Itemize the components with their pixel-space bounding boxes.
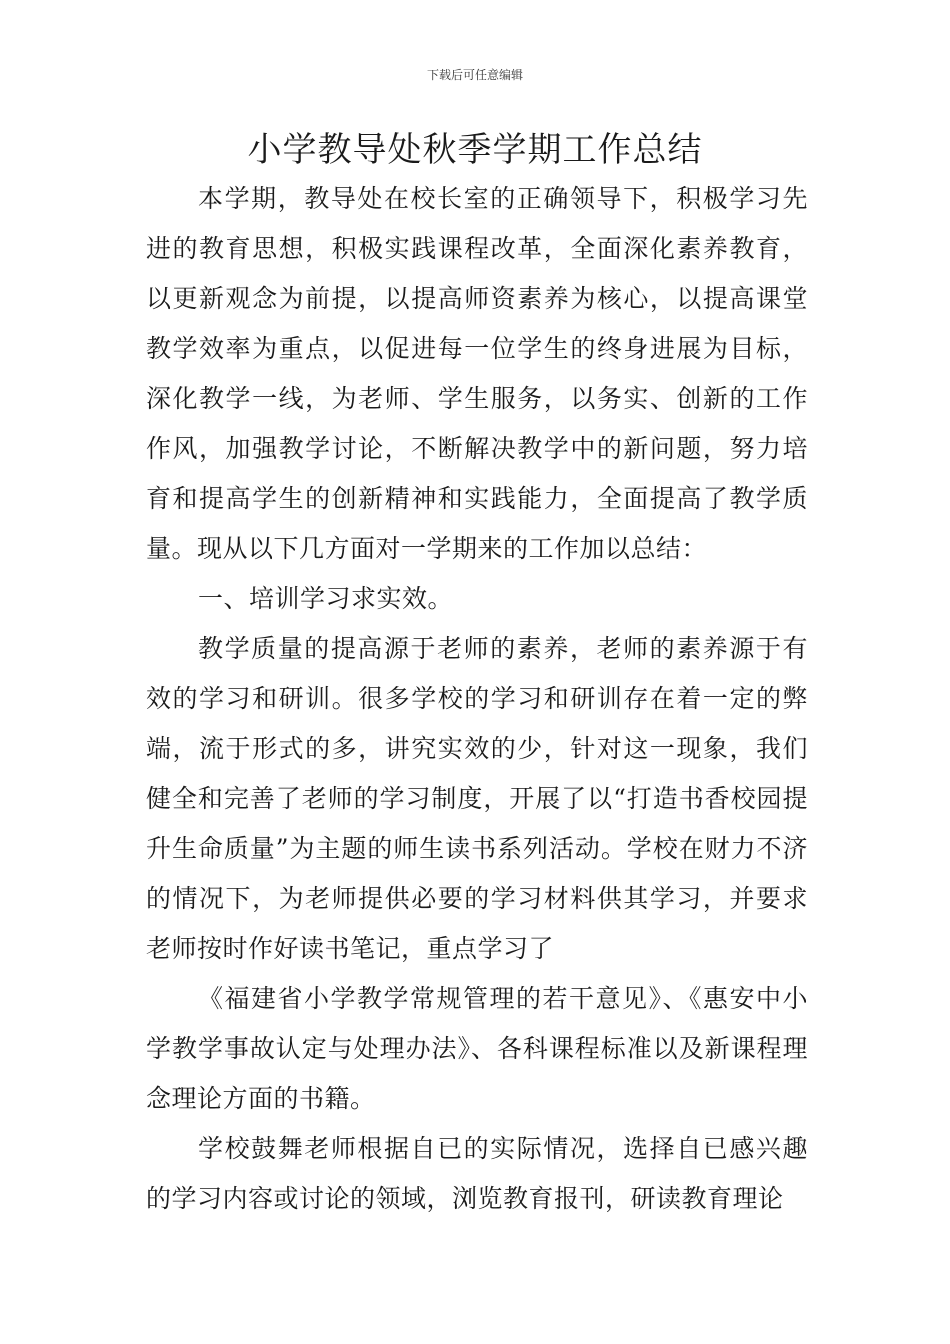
paragraph-training: 教学质量的提高源于老师的素养，老师的素养源于有效的学习和研训。很多学校的学习和研训存在着一定的弊端，流于形式的多，讲究实效的少，针对这一现象，我们健全和完善了老师的学习制度，开展了以“打造书香校园提升生命质量”为主题的师生读书系列活动。学校在财力不济的情况下，为老师提供必要的学习材料供其学习，并要求老师按时作好读书笔记，重点学习了	[146, 634, 808, 963]
document-title: 小学教导处秋季学期工作总结	[247, 130, 703, 170]
paragraph-documents: 《福建省小学教学常规管理的若干意见》、《惠安中小学教学事故认定与处理办法》、各科课程标准以及新课程理念理论方面的书籍。	[146, 984, 808, 1113]
section-heading-1: 一、培训学习求实效。	[198, 584, 454, 613]
header-note: 下载后可任意编辑	[426, 68, 523, 82]
document-body	[146, 174, 808, 1224]
paragraph-intro: 本学期，教导处在校长室的正确领导下，积极学习先进的教育思想，积极实践课程改革，全面深化素养教育，以更新观念为前提，以提高师资素养为核心，以提高课堂教学效率为重点，以促进每一位学生的终身进展为目标，深化教学一线，为老师、学生服务，以务实、创新的工作作风，加强教学讨论，不断解决教学中的新问题，努力培育和提高学生的创新精神和实践能力，全面提高了教学质量。现从以下几方面对一学期来的工作加以总结：	[146, 184, 808, 563]
paragraph-encourage: 学校鼓舞老师根据自已的实际情况，选择自已感兴趣的学习内容或讨论的领域，浏览教育报刊，研读教育理论	[146, 1134, 808, 1213]
